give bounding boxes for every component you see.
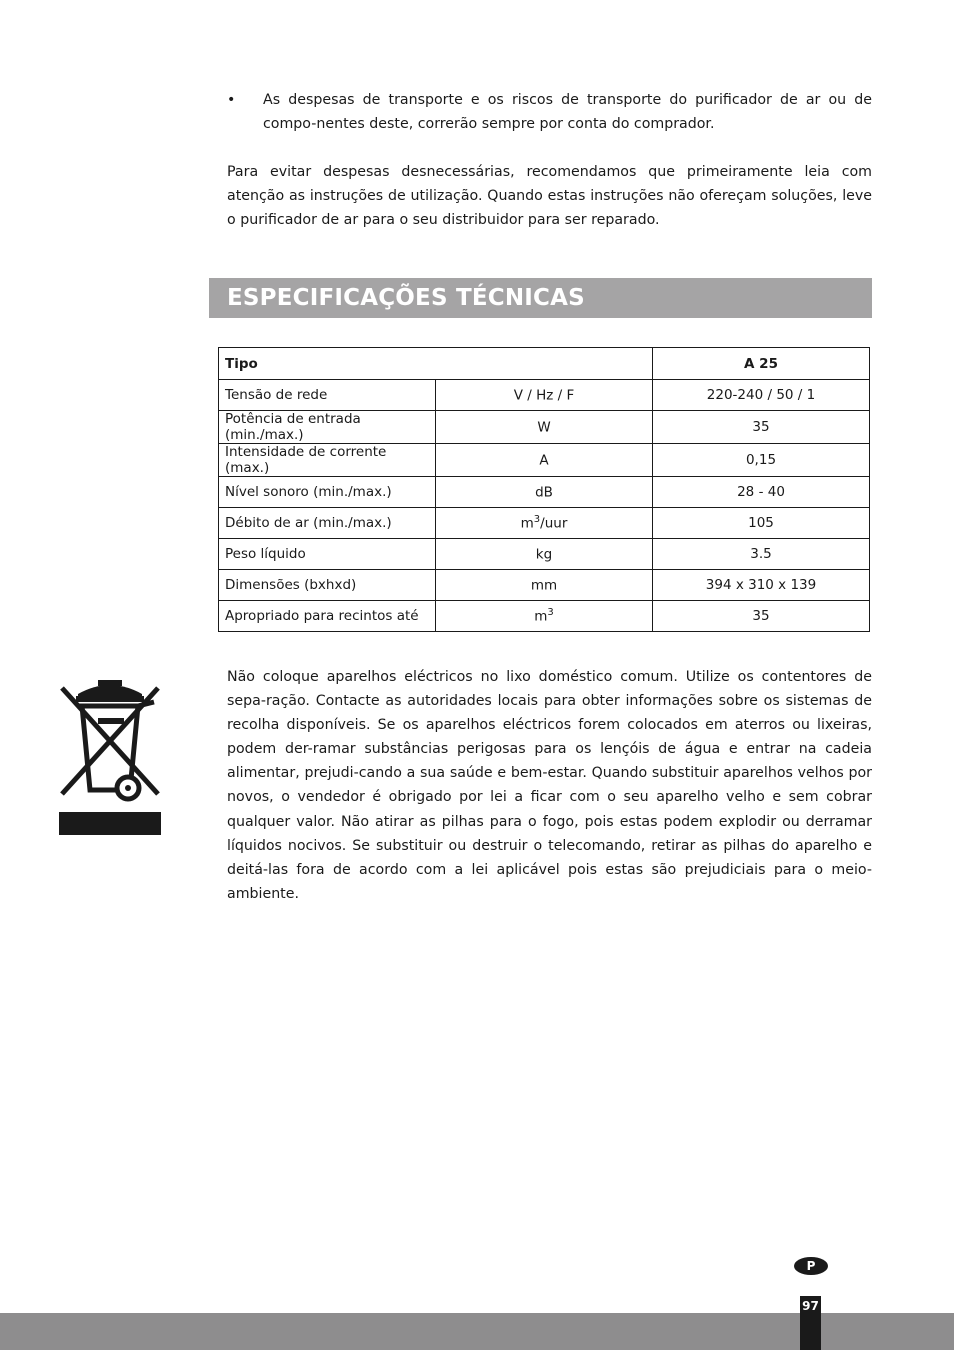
language-badge: P xyxy=(794,1257,828,1275)
bullet-item xyxy=(227,88,872,136)
spec-unit: V / Hz / F xyxy=(436,380,653,411)
spec-value: 0,15 xyxy=(653,444,870,477)
spec-value: 394 x 310 x 139 xyxy=(653,570,870,601)
page-number: 97 xyxy=(800,1296,821,1350)
specs-header-row xyxy=(219,348,870,380)
spec-label: Apropriado para recintos até xyxy=(219,601,436,632)
spec-unit: W xyxy=(436,411,653,444)
bullet-symbol: • xyxy=(227,92,236,108)
spec-unit: A xyxy=(436,444,653,477)
table-row xyxy=(219,539,870,570)
table-row xyxy=(219,411,870,444)
table-row xyxy=(219,508,870,539)
spec-label: Débito de ar (min./max.) xyxy=(219,508,436,539)
specs-header-label: Tipo xyxy=(219,348,653,380)
spec-unit: $m^3$/uur xyxy=(436,508,653,539)
specs-header-value: A 25 xyxy=(653,348,870,380)
table-row xyxy=(219,477,870,508)
spec-unit: dB xyxy=(436,477,653,508)
intro-paragraph: Para evitar despesas desnecessárias, recomendamos que primeiramente leia com atenção as instruções de utilização. Quando estas instruções não ofereçam soluções, leve o purificador de ar para o seu distribuidor para ser reparado. xyxy=(227,164,872,228)
spec-value: 28 - 40 xyxy=(653,477,870,508)
spec-label: Potência de entrada (min./max.) xyxy=(219,411,436,444)
spec-value: 3.5 xyxy=(653,539,870,570)
spec-label: Tensão de rede xyxy=(219,380,436,411)
spec-value: 105 xyxy=(653,508,870,539)
disposal-paragraph: Não coloque aparelhos eléctricos no lixo doméstico comum. Utilize os contentores de sepa-ração. Contacte as autoridades locais para obter informações sobre os sistemas de recolha disponíveis. Se os aparelhos eléctricos forem colocados em aterros ou lixeiras, podem der-ramar substâncias perigosas para os lençóis de água e entrar na cadeia alimentar, prejudi-cando a sua saúde e bem-estar. Quando substituir aparelhos velhos por novos, o vendedor é obrigado por lei a ficar com o seu aparelho velho e sem cobrar qualquer valor. Não atirar as pilhas para o fogo, pois estas podem explodir ou derramar líquidos nocivos. Se substituir ou destruir o telecomando, retirar as pilhas do aparelho e deitá-las fora de acordo com a lei aplicável pois estas são prejudiciais para o meio-ambiente. xyxy=(227,669,872,902)
spec-label: Dimensões (bxhxd) xyxy=(219,570,436,601)
section-heading: ESPECIFICAÇÕES TÉCNICAS xyxy=(227,285,585,311)
spec-unit: $m^3$ xyxy=(436,601,653,632)
spec-unit: kg xyxy=(436,539,653,570)
crossed-out-wheelie-bin-icon xyxy=(58,680,162,838)
spec-label: Nível sonoro (min./max.) xyxy=(219,477,436,508)
spec-value: 220-240 / 50 / 1 xyxy=(653,380,870,411)
table-row xyxy=(219,380,870,411)
table-row xyxy=(219,601,870,632)
spec-unit: mm xyxy=(436,570,653,601)
spec-label: Peso líquido xyxy=(219,539,436,570)
spec-value: 35 xyxy=(653,601,870,632)
table-row xyxy=(219,444,870,477)
spec-value: 35 xyxy=(653,411,870,444)
spec-label: Intensidade de corrente (max.) xyxy=(219,444,436,477)
table-row xyxy=(219,570,870,601)
bullet-text: As despesas de transporte e os riscos de transporte do purificador de ar ou de compo-nentes deste, correrão sempre por conta do comprador. xyxy=(263,92,872,132)
section-heading-bar xyxy=(209,278,872,318)
specs-table xyxy=(218,347,870,632)
